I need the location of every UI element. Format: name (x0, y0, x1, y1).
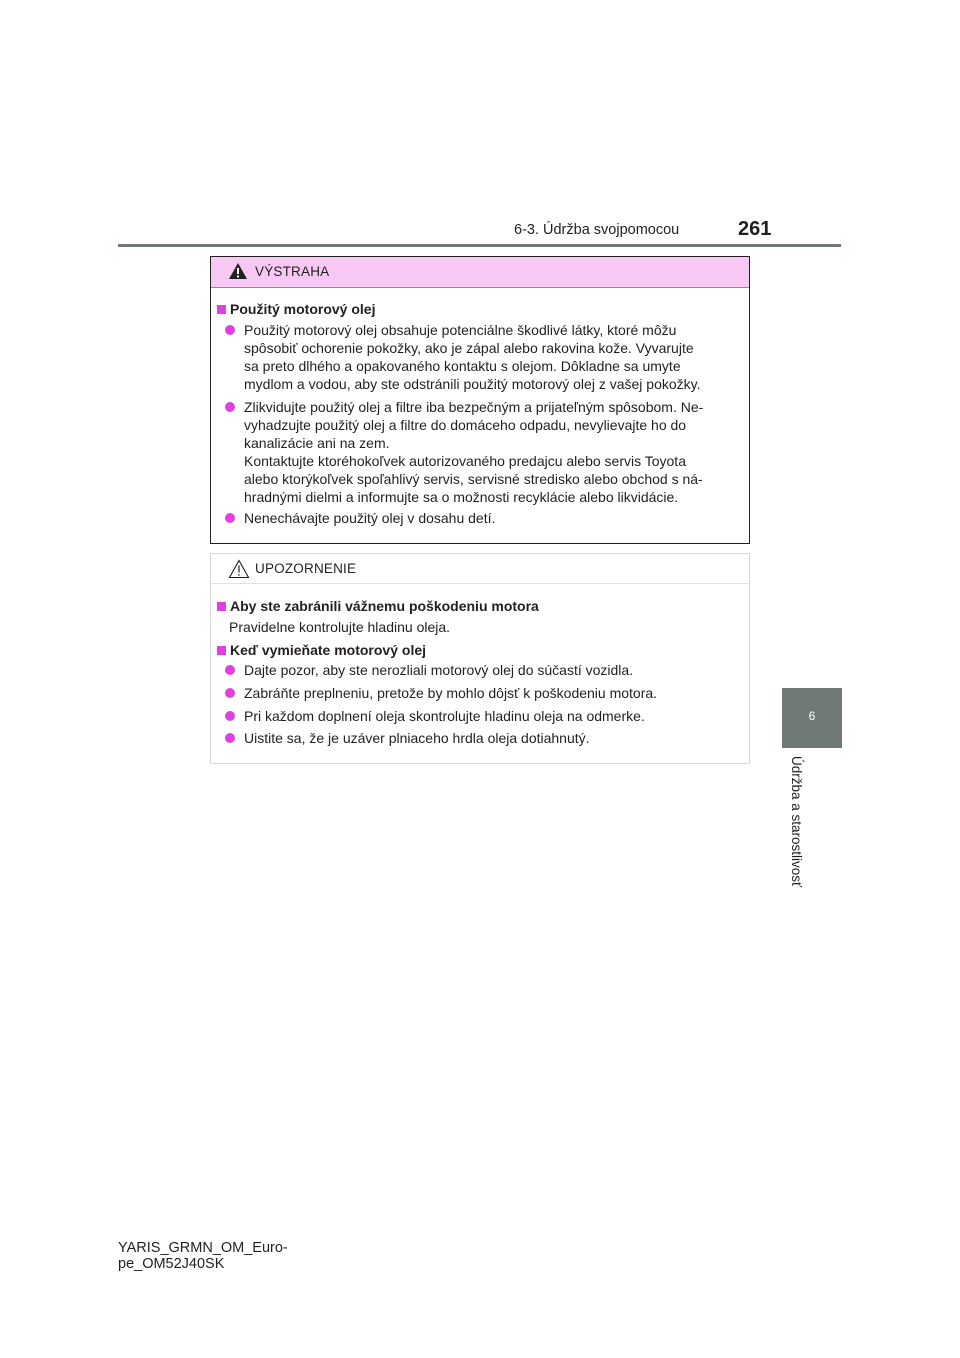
square-bullet-icon (217, 646, 226, 655)
header-divider (118, 244, 841, 247)
caution-bullet (225, 707, 743, 725)
warning-triangle-outline-icon (228, 559, 250, 579)
text-line: Použitý motorový olej obsahuje potenciálne škodlivé látky, ktoré môžu (244, 322, 677, 338)
text-line: vyhadzujte použitý olej a filtre do domáceho odpadu, nevylievajte ho do (244, 417, 687, 433)
warning-title: VÝSTRAHA (255, 264, 330, 279)
caution-box (210, 553, 750, 764)
square-bullet-icon (217, 305, 226, 314)
document-id: YARIS_GRMN_OM_Euro- pe_OM52J40SK (118, 1240, 288, 1272)
warning-box (210, 256, 750, 544)
bullet-dot-icon (225, 688, 235, 698)
warning-header (211, 257, 749, 288)
caution-paragraph: Pravidelne kontrolujte hladinu oleja. (229, 619, 451, 635)
bullet-dot-icon (225, 325, 235, 335)
page-number: 261 (738, 218, 772, 240)
caution-bullet (225, 684, 743, 702)
chapter-number: 6 (808, 709, 816, 723)
section-heading: 6-3. Údržba svojpomocou (514, 222, 680, 238)
text-line: Kontaktujte ktoréhokoľvek autorizovaného predajcu alebo servis Toyota (244, 453, 686, 469)
chapter-label: Údržba a starostlivosť (789, 756, 804, 888)
text-line: kanalizácie ani na zem. (244, 435, 390, 451)
bullet-dot-icon (225, 402, 235, 412)
warning-bullet (225, 509, 743, 527)
chapter-tab (782, 688, 842, 748)
text-line: Dajte pozor, aby ste nerozliali motorový olej do súčastí vozidla. (244, 662, 634, 678)
warning-triangle-filled-icon (228, 262, 248, 280)
text-line: mydlom a vodou, aby ste odstránili použitý motorový olej z vašej pokožky. (244, 376, 701, 392)
bullet-dot-icon (225, 733, 235, 743)
caution-bullet (225, 661, 743, 679)
text-line: Zlikvidujte použitý olej a filtre iba bezpečným a prijateľným spôsobom. Ne- (244, 399, 704, 415)
bullet-dot-icon (225, 513, 235, 523)
text-line: hradnými dielmi a informujte sa o možnosti recyklácie alebo likvidácie. (244, 489, 679, 505)
text-line: Uistite sa, že je uzáver plniaceho hrdla oleja dotiahnutý. (244, 730, 590, 746)
caution-bullet (225, 729, 743, 747)
caution-section-title: Keď vymieňate motorový olej (217, 642, 426, 658)
warning-bullet (225, 321, 743, 393)
caution-header (211, 554, 749, 584)
warning-section-title: Použitý motorový olej (217, 301, 375, 317)
text-line: spôsobiť ochorenie pokožky, ako je zápal alebo rakovina kože. Vyvarujte (244, 340, 694, 356)
warning-bullet (225, 398, 743, 506)
bullet-dot-icon (225, 665, 235, 675)
text-line: Nenechávajte použitý olej v dosahu detí. (244, 510, 496, 526)
text-line: Zabráňte preplneniu, pretože by mohlo dôjsť k poškodeniu motora. (244, 685, 658, 701)
text-line: Pri každom doplnení oleja skontrolujte hladinu oleja na odmerke. (244, 708, 645, 724)
bullet-dot-icon (225, 711, 235, 721)
text-line: alebo ktorýkoľvek spoľahlivý servis, servisné stredisko alebo obchod s ná- (244, 471, 703, 487)
caution-section-title: Aby ste zabránili vážnemu poškodeniu motora (217, 598, 539, 614)
square-bullet-icon (217, 602, 226, 611)
text-line: sa preto dlhého a opakovaného kontaktu s olejom. Dôkladne sa umyte (244, 358, 681, 374)
caution-title: UPOZORNENIE (255, 561, 357, 576)
